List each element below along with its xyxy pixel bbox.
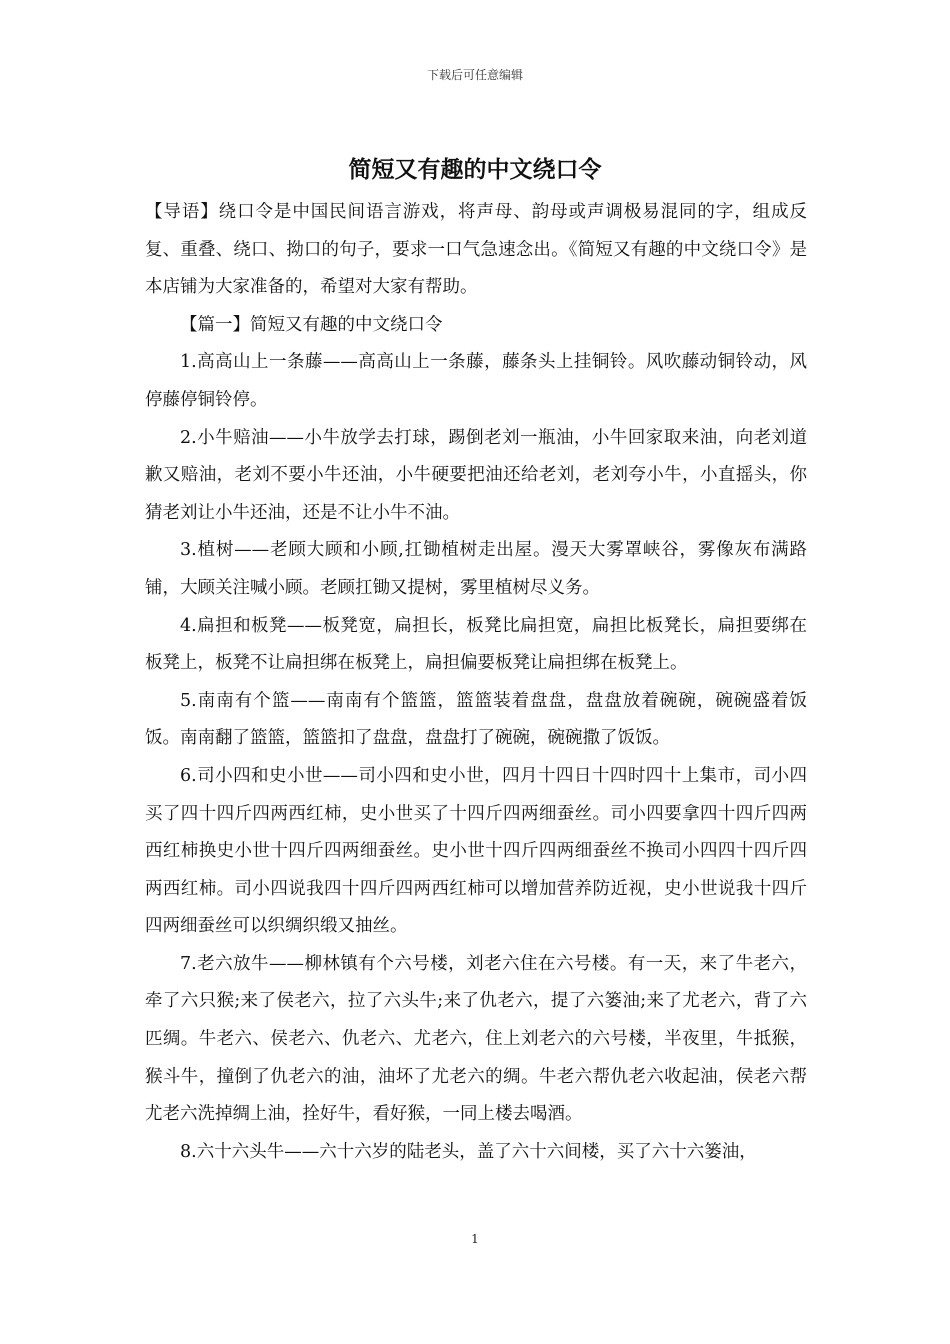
list-item: 5.南南有个篮——南南有个篮篮，篮篮装着盘盘，盘盘放着碗碗，碗碗盛着饭饭。南南翻了篮篮，篮篮扣了盘盘，盘盘打了碗碗，碗碗撒了饭饭。	[145, 690, 807, 749]
list-item: 7.老六放牛——柳林镇有个六号楼，刘老六住在六号楼。有一天，来了牛老六，牵了六只猴;来了侯老六，拉了六头牛;来了仇老六，提了六篓油;来了尤老六，背了六匹绸。牛老六、侯老六、仇老六、尤老六，住上刘老六的六号楼，半夜里，牛抵猴，猴斗牛，撞倒了仇老六的油，油坏了尤老六的绸。牛老六帮仇老六收起油，侯老六帮尤老六洗掉绸上油，拴好牛，看好猴，一同上楼去喝酒。	[145, 953, 807, 1125]
document-body	[145, 194, 807, 1171]
list-item: 6.司小四和史小世——司小四和史小世，四月十四日十四时四十上集市，司小四买了四十四斤四两西红柿，史小世买了十四斤四两细蚕丝。司小四要拿四十四斤四两西红柿换史小世十四斤四两细蚕丝。史小世十四斤四两细蚕丝不换司小四四十四斤四两西红柿。司小四说我四十四斤四两西红柿可以增加营养防近视，史小世说我十四斤四两细蚕丝可以织绸织缎又抽丝。	[145, 765, 807, 937]
list-item: 3.植树——老顾大顾和小顾,扛锄植树走出屋。漫天大雾罩峡谷，雾像灰布满路铺，大顾关注喊小顾。老顾扛锄又提树，雾里植树尽义务。	[145, 540, 807, 598]
header-note: 下载后可任意编辑	[426, 68, 523, 82]
list-item: 1.高高山上一条藤——高高山上一条藤，藤条头上挂铜铃。风吹藤动铜铃动，风停藤停铜铃停。	[145, 352, 807, 410]
section-heading: 【篇一】简短又有趣的中文绕口令	[180, 314, 443, 335]
document-title: 简短又有趣的中文绕口令	[348, 156, 602, 183]
list-item: 4.扁担和板凳——板凳宽，扁担长，板凳比扁担宽，扁担比板凳长，扁担要绑在板凳上，板凳不让扁担绑在板凳上，扁担偏要板凳让扁担绑在板凳上。	[145, 615, 807, 674]
list-item: 2.小牛赔油——小牛放学去打球，踢倒老刘一瓶油，小牛回家取来油，向老刘道歉又赔油，老刘不要小牛还油，小牛硬要把油还给老刘，老刘夸小牛，小直摇头，你猜老刘让小牛还油，还是不让小牛不油。	[145, 427, 807, 523]
list-item: 8.六十六头牛——六十六岁的陆老头，盖了六十六间楼，买了六十六篓油，	[180, 1141, 757, 1162]
intro-paragraph: 【导语】绕口令是中国民间语言游戏，将声母、韵母或声调极易混同的字，组成反复、重叠、绕口、拗口的句子，要求一口气急速念出。《简短又有趣的中文绕口令》是本店铺为大家准备的，希望对大家有帮助。	[145, 202, 807, 298]
page-number: 1	[471, 1232, 479, 1246]
